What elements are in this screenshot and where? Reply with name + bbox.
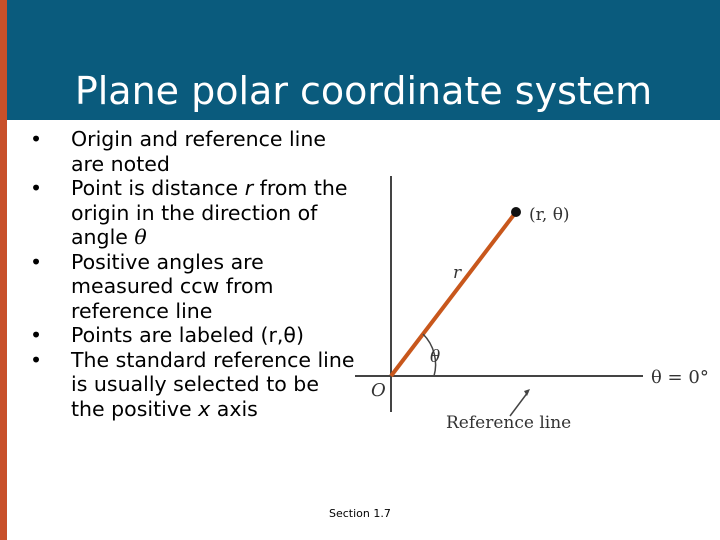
point-label: (r, θ) [529,205,570,225]
point-marker [511,207,521,217]
slide-title: Plane polar coordinate system [74,69,653,114]
bullet-dot: • [30,127,43,151]
bullet-italic: x [198,396,211,421]
angle-label: θ [430,347,441,367]
radius-label: r [453,263,462,283]
axis-label: θ = 0° [651,367,709,388]
radius-line [391,212,516,376]
bullet-text: axis [210,396,258,421]
bullet-italic: r [244,176,254,200]
bullet-dot: • [30,323,43,347]
bullet-text: Points are labeled (r,θ) [71,323,304,347]
bullet-text: The standard reference line is usually selected to be the positive [71,347,355,421]
reference-label: Reference line [446,413,572,433]
bullet-dot: • [30,249,43,274]
footer-section: Section 1.7 [329,507,391,520]
bullet-text: Point is distance [71,176,245,200]
origin-label: O [371,380,386,401]
bullet-text: Positive angles are measured ccw from reference line [71,249,274,323]
bullet-dot: • [30,176,43,200]
bullet-text: Origin and reference line are noted [71,127,326,176]
bullet-text: from the origin in the direction of angle [71,176,348,249]
bullet-dot: • [30,347,43,372]
theta-symbol: θ [134,225,147,249]
